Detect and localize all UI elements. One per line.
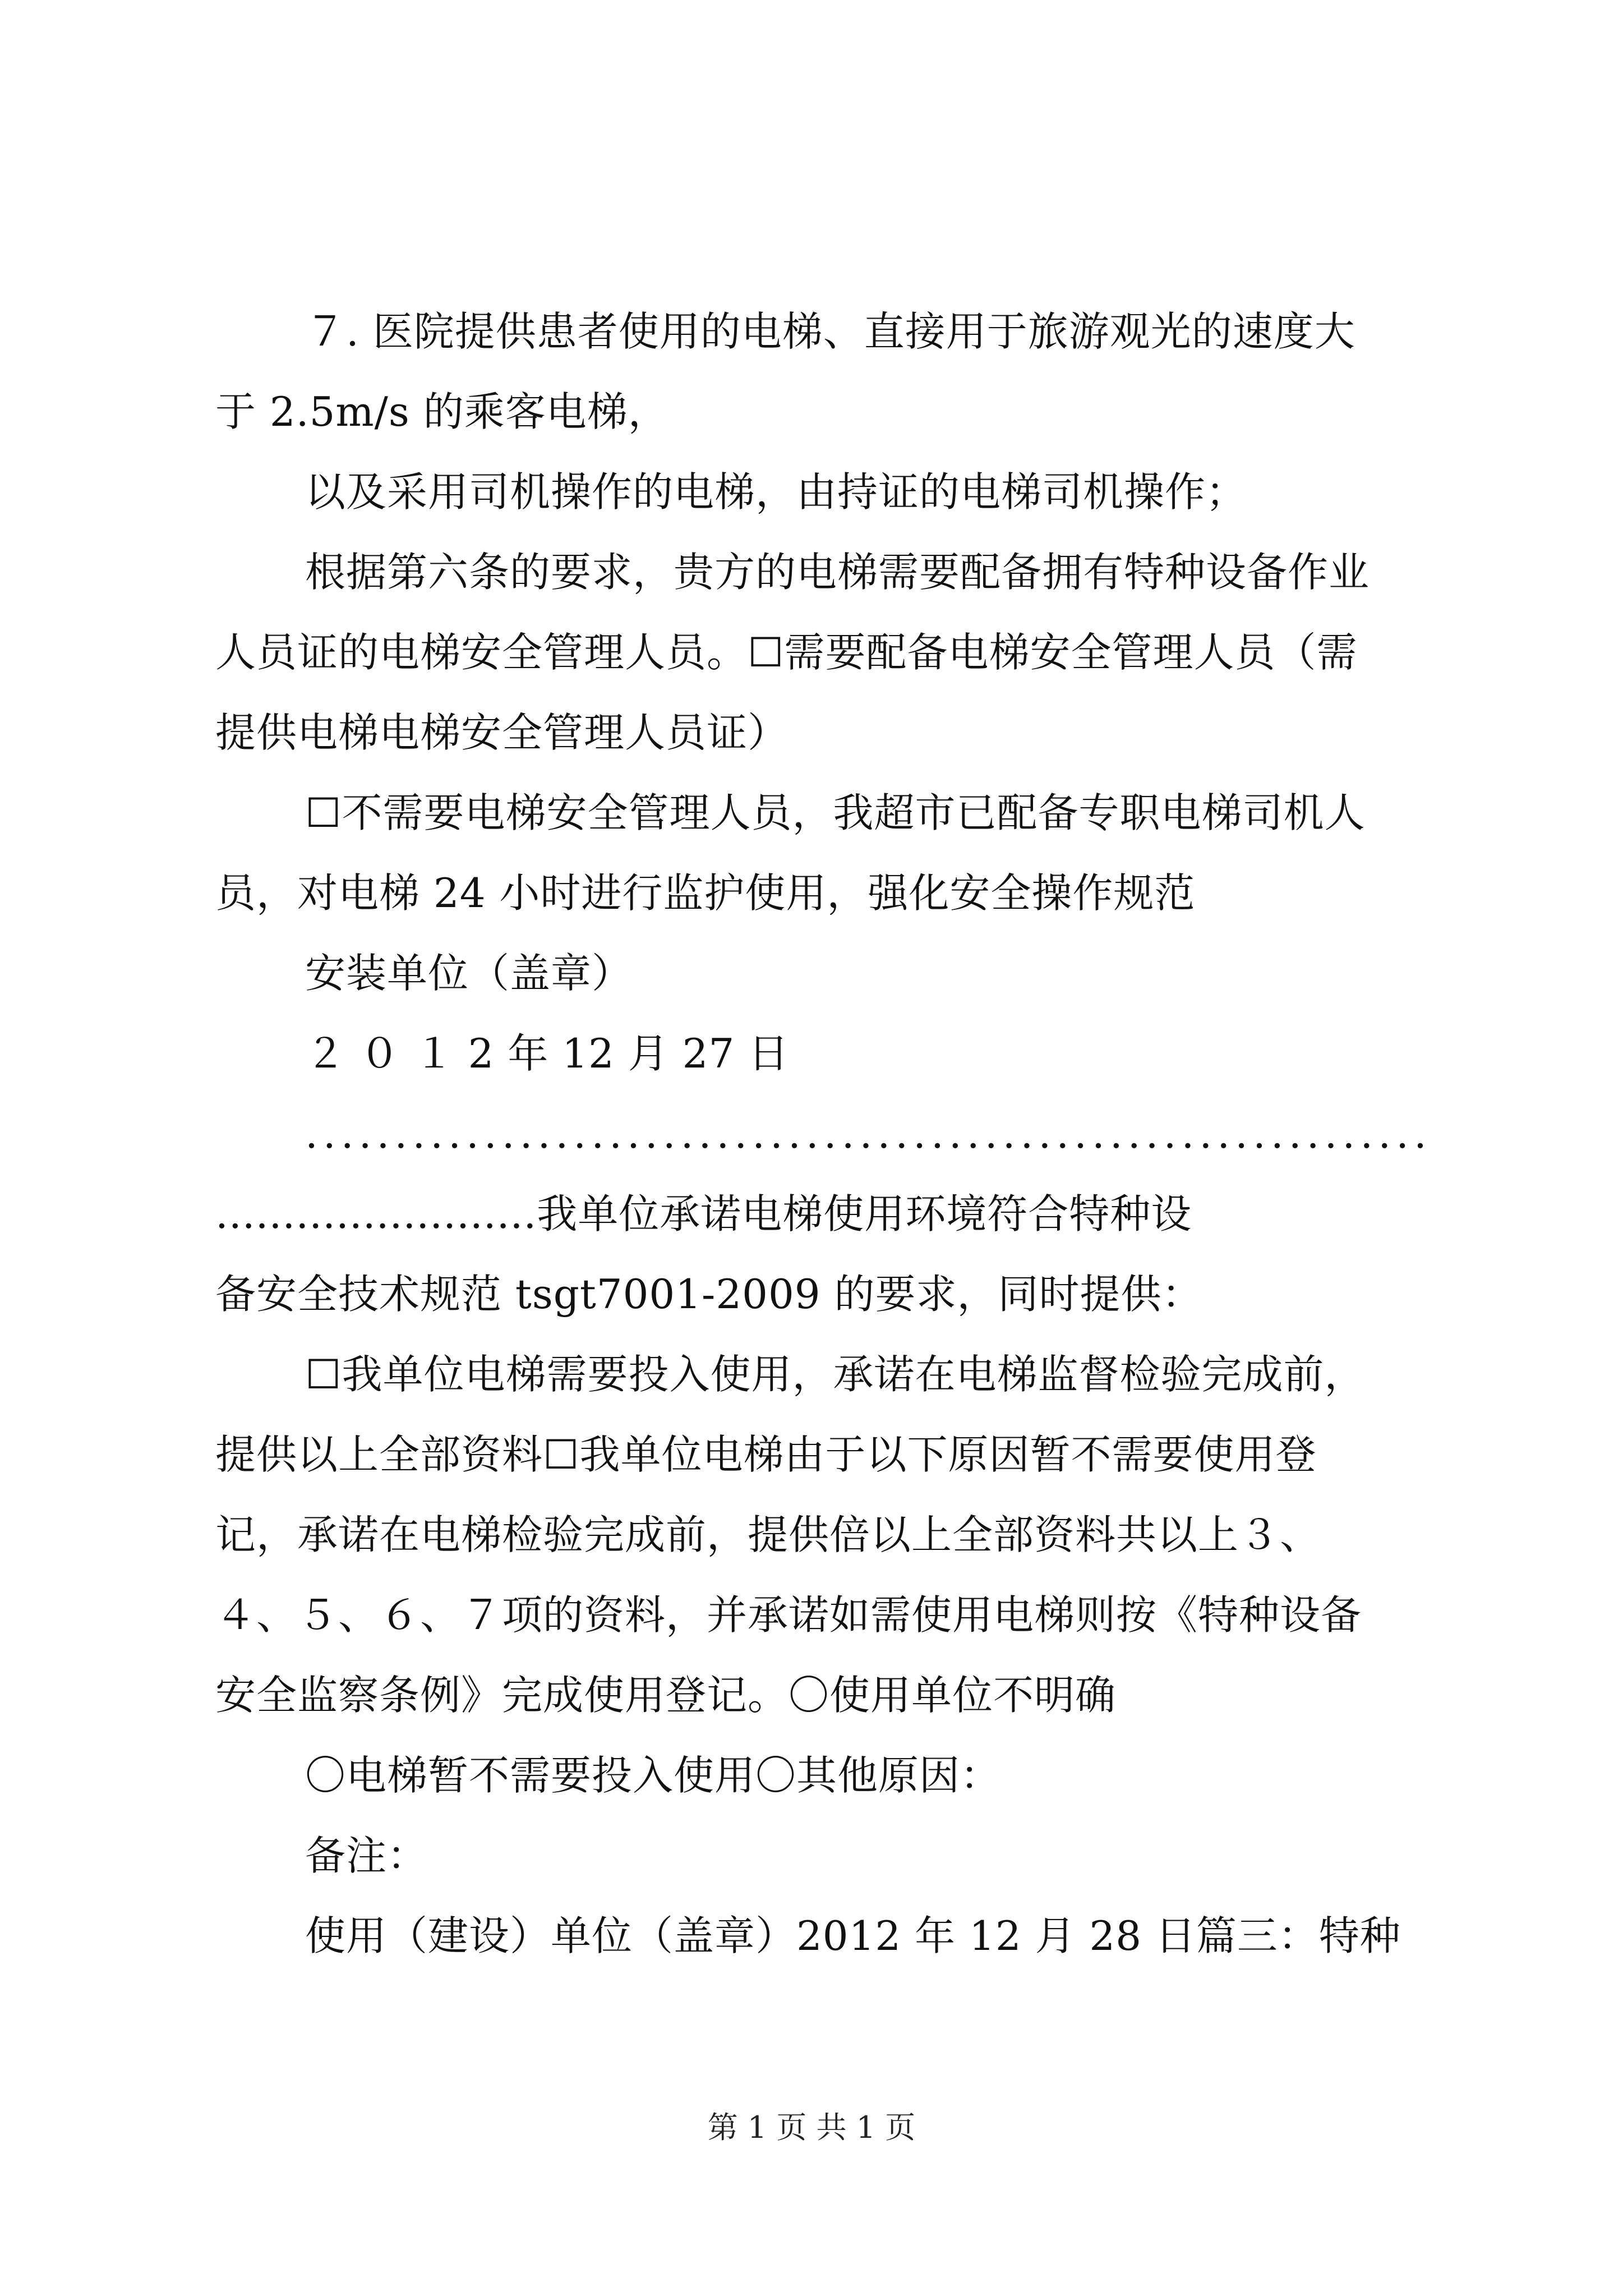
body-line: 提供电梯电梯安全管理人员证） bbox=[215, 709, 789, 756]
body-line: 使用（建设）单位（盖章）2012 年 12 月 28 日篇三：特种 bbox=[305, 1912, 1401, 1959]
body-line: ☐不需要电梯安全管理人员，我超市已配备专职电梯司机人 bbox=[305, 789, 1366, 836]
body-line: 人员证的电梯安全管理人员。☐需要配备电梯安全管理人员（需 bbox=[215, 629, 1358, 676]
page-number-label: 第 1 页 共 1 页 bbox=[707, 2110, 916, 2145]
body-line: ........................我单位承诺电梯使用环境符合特种设 bbox=[215, 1190, 1192, 1237]
body-line: ４、５、６、７项的资料，并承诺如需使用电梯则按《特种设备 bbox=[215, 1591, 1362, 1639]
dotted-separator: ............................................................... bbox=[305, 1110, 1432, 1157]
body-line: ７. 医院提供患者使用的电梯、直接用于旅游观光的速度大 bbox=[305, 308, 1355, 355]
date-line: ２ ０ １ 2 年 12 月 27 日 bbox=[305, 1030, 790, 1077]
body-line: 以及采用司机操作的电梯，由持证的电梯司机操作； bbox=[305, 468, 1247, 516]
body-line: 备安全技术规范 tsgt7001-2009 的要求，同时提供： bbox=[215, 1271, 1203, 1318]
body-line: 根据第六条的要求，贵方的电梯需要配备拥有特种设备作业 bbox=[305, 549, 1370, 596]
document-body bbox=[215, 292, 1438, 1976]
body-line: 记，承诺在电梯检验完成前，提供倍以上全部资料共以上３、 bbox=[215, 1511, 1321, 1558]
seal-line: 安装单位（盖章） bbox=[305, 950, 633, 997]
page-footer bbox=[0, 2108, 1623, 2147]
body-line: 安全监察条例》完成使用登记。〇使用单位不明确 bbox=[215, 1672, 1117, 1719]
body-line: 于 2.5m/s 的乘客电梯， bbox=[215, 388, 669, 435]
body-line: 〇电梯暂不需要投入使用〇其他原因： bbox=[305, 1752, 1002, 1799]
body-line: 提供以上全部资料☐我单位电梯由于以下原因暂不需要使用登 bbox=[215, 1431, 1317, 1478]
remarks-label: 备注： bbox=[305, 1832, 428, 1879]
body-line: ☐我单位电梯需要投入使用，承诺在电梯监督检验完成前， bbox=[305, 1351, 1366, 1398]
body-line: 员，对电梯 24 小时进行监护使用，强化安全操作规范 bbox=[215, 869, 1196, 917]
